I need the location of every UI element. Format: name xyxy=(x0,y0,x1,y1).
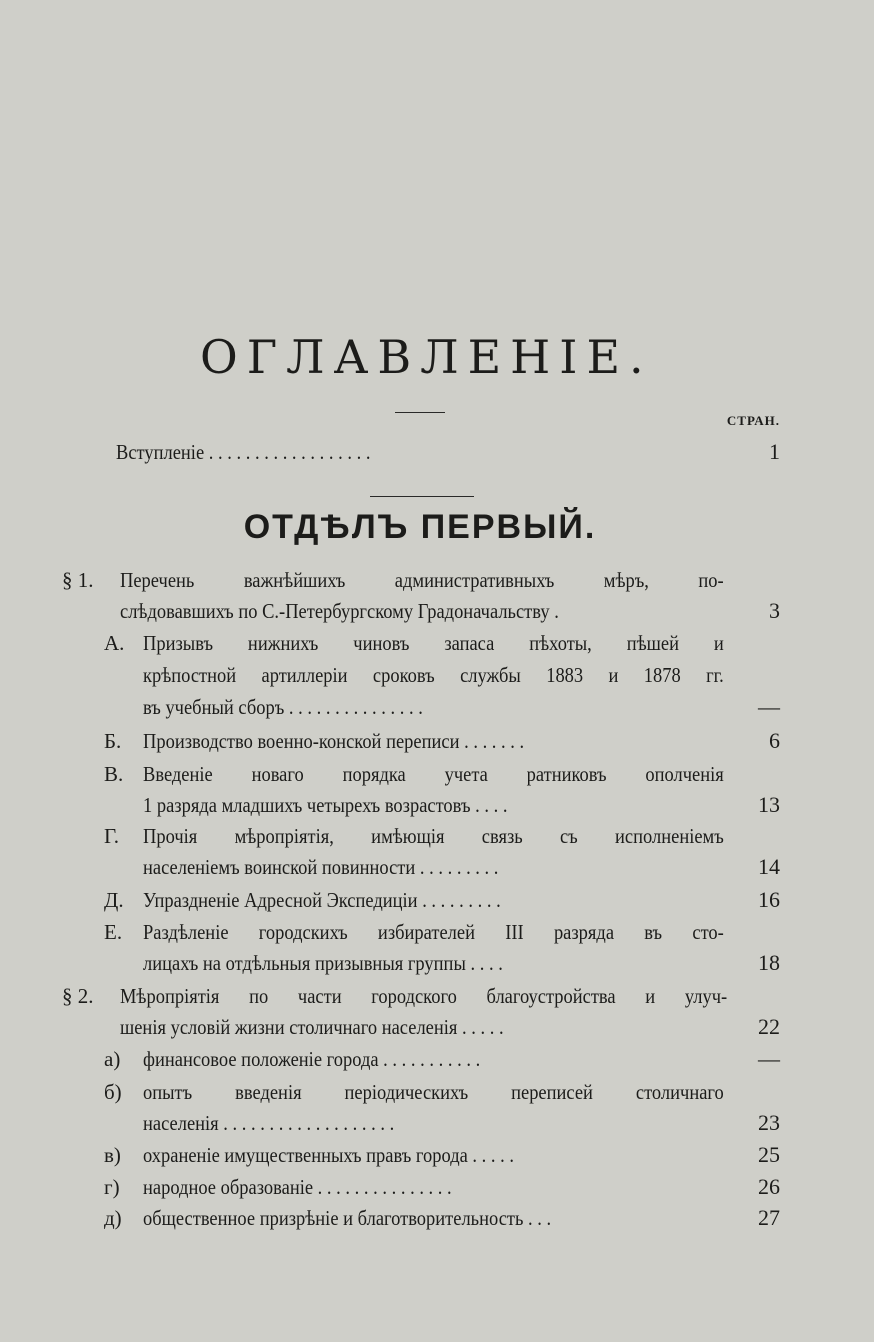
leader-dots: . . . . . . . . . . . . . . . . . . xyxy=(204,440,371,464)
toc-entry-line xyxy=(143,726,524,756)
toc-entry-text: Производство военно-конской переписи xyxy=(143,729,460,753)
toc-entry-line: Призывъ нижнихъ чиновъ запаса пѣхоты, пѣшей и xyxy=(143,631,724,655)
toc-entry-line xyxy=(143,948,503,978)
toc-page-number: — xyxy=(758,1046,780,1071)
item-mark: Д. xyxy=(104,888,124,912)
toc-entry-line xyxy=(143,790,507,820)
toc-entry-text: Вступленіе xyxy=(116,440,205,464)
toc-page-number: 27 xyxy=(758,1205,780,1230)
toc-entry-line xyxy=(143,1140,514,1170)
toc-entry-line xyxy=(143,1203,551,1233)
item-mark: Б. xyxy=(104,729,122,753)
toc-page-number: — xyxy=(758,694,780,719)
toc-entry-line: крѣпостной артиллеріи сроковъ службы 1883 и 1878 гг. xyxy=(143,663,724,687)
leader-dots: . . . . xyxy=(470,793,508,817)
toc-entry-line: Прочія мѣропріятія, имѣющія связь съ исполненіемъ xyxy=(143,824,724,848)
leader-dots: . . . . . . . xyxy=(459,729,525,753)
toc-entry-text: населеніемъ воинской повинности xyxy=(143,855,416,879)
leader-dots: . . . . . . . . . xyxy=(417,888,501,912)
leader-dots: . . . . . . . . . . . . . . . . . . . xyxy=(218,1111,395,1135)
toc-entry-text: шенія условій жизни столичнаго населенія xyxy=(120,1015,458,1039)
toc-entry-text: охраненіе имущественныхъ правъ города xyxy=(143,1143,468,1167)
item-mark: б) xyxy=(104,1080,122,1104)
leader-dots: . . . . . . . . . . . . . . . xyxy=(284,695,423,719)
title-rule xyxy=(395,412,445,413)
toc-entry-line xyxy=(143,1108,394,1138)
leader-dots: . . . . . . . . . . . . . . . xyxy=(313,1175,452,1199)
toc-page-number: 3 xyxy=(769,598,780,623)
leader-dots: . . . . . xyxy=(457,1015,504,1039)
toc-entry-text: 1 разряда младшихъ четырехъ возрастовъ xyxy=(143,793,471,817)
item-mark: Г. xyxy=(104,824,120,848)
toc-page-number: 26 xyxy=(758,1174,780,1199)
page-column-header: СТРАН. xyxy=(726,413,780,428)
leader-dots: . . . xyxy=(523,1206,552,1230)
item-mark: А. xyxy=(104,631,125,655)
toc-entry-line xyxy=(143,1172,452,1202)
leader-dots: . . . . xyxy=(465,951,503,975)
toc-entry-line xyxy=(143,885,501,915)
leader-dots: . . . . . xyxy=(467,1143,515,1167)
toc-entry-text: слѣдовавшихъ по С.-Петербургскому Градоначальству xyxy=(120,599,550,623)
item-mark: В. xyxy=(104,762,124,786)
item-mark: Е. xyxy=(104,920,123,944)
toc-entry-line: Мѣропріятія по части городского благоустройства и улуч- xyxy=(120,984,728,1008)
toc-entry-text: лицахъ на отдѣльныя призывныя группы xyxy=(143,951,466,975)
toc-entry-text: въ учебный сборъ xyxy=(143,695,285,719)
toc-entry-text: общественное призрѣніе и благотворительность xyxy=(143,1206,524,1230)
toc-entry-text: финансовое положеніе города xyxy=(143,1047,379,1071)
item-mark: д) xyxy=(104,1206,122,1230)
toc-entry-text: народное образованіе xyxy=(143,1175,314,1199)
item-mark: а) xyxy=(104,1047,121,1071)
toc-entry-line: Введеніе новаго порядка учета ратниковъ ополченія xyxy=(143,762,724,786)
toc-page-number: 13 xyxy=(758,792,780,817)
item-mark: в) xyxy=(104,1143,121,1167)
toc-page-number: 14 xyxy=(758,854,780,879)
toc-page-number: 1 xyxy=(769,439,780,464)
paragraph-mark: § 1. xyxy=(62,568,94,592)
page-title: ОГЛАВЛЕНІЕ. xyxy=(200,330,653,384)
leader-dots: . . . . . . . . . xyxy=(415,855,499,879)
toc-entry-line: опытъ введенія періодическихъ переписей столичнаго xyxy=(143,1080,724,1104)
item-mark: г) xyxy=(104,1175,120,1199)
toc-entry-intro xyxy=(116,437,370,467)
leader-dots: . xyxy=(549,599,559,623)
toc-page-number: 16 xyxy=(758,887,780,912)
toc-entry-text: Упраздненіе Адресной Экспедиціи xyxy=(143,888,418,912)
toc-entry-text: населенія xyxy=(143,1111,219,1135)
toc-entry-line xyxy=(143,852,498,882)
toc-page-number: 25 xyxy=(758,1142,780,1167)
toc-page-number: 18 xyxy=(758,950,780,975)
toc-entry-line: Раздѣленіе городскихъ избирателей III разряда въ сто- xyxy=(143,920,724,944)
leader-dots: . . . . . . . . . . . xyxy=(378,1047,481,1071)
toc-page-number: 23 xyxy=(758,1110,780,1135)
section-heading: ОТДѢЛЪ ПЕРВЫЙ. xyxy=(243,508,597,546)
toc-entry-line xyxy=(120,596,559,626)
toc-entry-line xyxy=(143,692,423,722)
section-rule xyxy=(370,496,474,497)
toc-entry-line: Перечень важнѣйшихъ административныхъ мѣръ, по- xyxy=(120,568,724,592)
paragraph-mark: § 2. xyxy=(62,984,94,1008)
toc-page-number: 6 xyxy=(769,728,780,753)
toc-entry-line xyxy=(143,1044,480,1074)
toc-page-number: 22 xyxy=(758,1014,780,1039)
toc-entry-line xyxy=(120,1012,504,1042)
